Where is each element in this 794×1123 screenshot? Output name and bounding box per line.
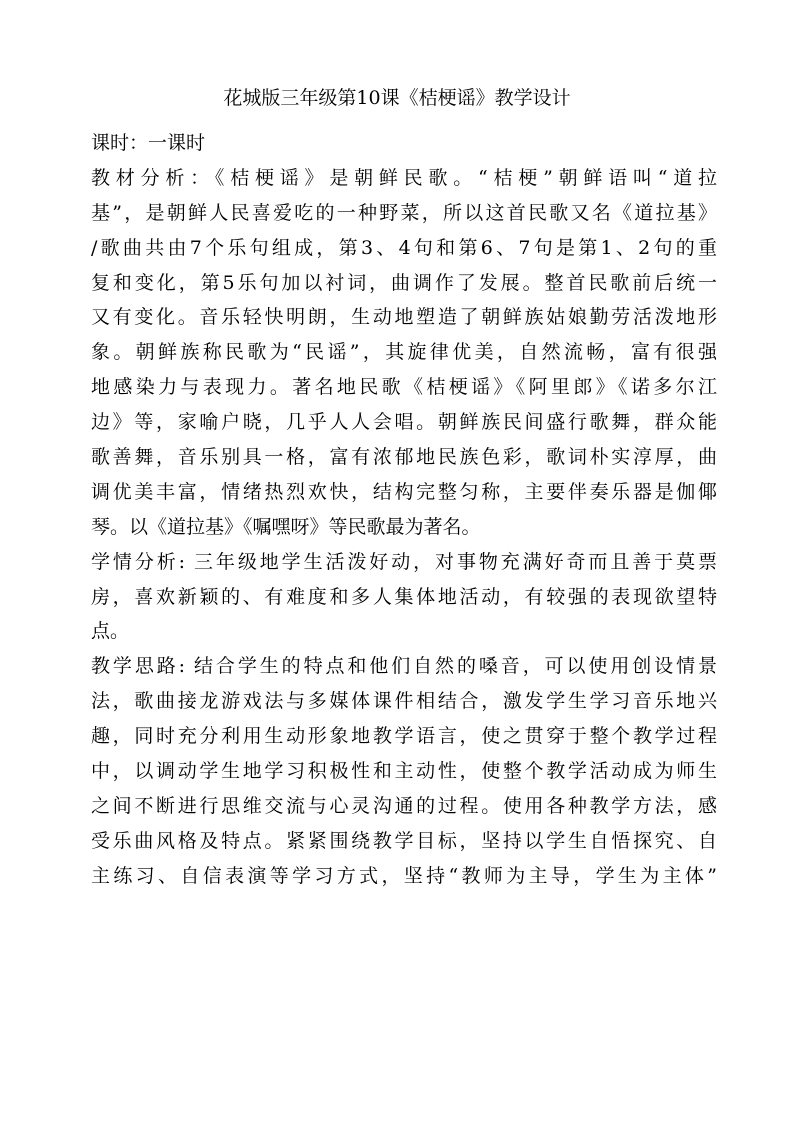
text-line: 中，以调动学生地学习积极性和主动性，使整个教学活动成为师生 bbox=[91, 760, 717, 783]
section-teaching-approach bbox=[91, 649, 717, 893]
text-line: 课时：一课时 bbox=[91, 132, 206, 154]
text-line: 教学思路: 结合学生的特点和他们自然的嗓音，可以使用创设情景 bbox=[91, 655, 717, 678]
text-line: /歌曲共由7个乐句组成，第3、4句和第6、7句是第1、2句的重 bbox=[91, 236, 717, 259]
text-line: 趣，同时充分利用生动形象地教学语言，使之贯穿于整个教学过程 bbox=[91, 725, 717, 748]
section-material-analysis bbox=[91, 161, 717, 545]
text-line: 歌善舞，音乐别具一格，富有浓郁地民族色彩，歌词朴实淳厚，曲 bbox=[91, 446, 717, 469]
text-line: 学情分析: 三年级地学生活泼好动，对事物充满好奇而且善于莫票 bbox=[91, 550, 717, 573]
text-line: 之间不断进行思维交流与心灵沟通的过程。使用各种教学方法，感 bbox=[91, 794, 717, 817]
document-body bbox=[91, 126, 717, 894]
text-line: 点。 bbox=[91, 620, 130, 643]
section-class-hours bbox=[91, 126, 717, 161]
text-line: 主练习、自信表演等学习方式，坚持“教师为主导，学生为主体” bbox=[91, 864, 717, 887]
text-line: 房，喜欢新颖的、有难度和多人集体地活动，有较强的表现欲望特 bbox=[91, 585, 717, 608]
text-line: 调优美丰富，情绪热烈欢快，结构完整匀称，主要伴奏乐器是伽倻 bbox=[91, 480, 717, 503]
text-line: 基”，是朝鲜人民喜爱吃的一种野菜，所以这首民歌又名《道拉基》 bbox=[91, 201, 717, 224]
text-line: 又有变化。音乐轻快明朗，生动地塑造了朝鲜族姑娘勤劳活泼地形 bbox=[91, 306, 717, 329]
text-line: 地感染力与表现力。著名地民歌《桔梗谣》《阿里郎》《诺多尔江 bbox=[91, 376, 717, 399]
text-line: 象。朝鲜族称民歌为“民谣”，其旋律优美，自然流畅，富有很强 bbox=[91, 341, 717, 364]
text-line: 琴。以《道拉基》《嘱嘿呀》等民歌最为著名。 bbox=[91, 515, 481, 538]
text-line: 边》等，家喻户晓，几乎人人会唱。朝鲜族民间盛行歌舞，群众能 bbox=[91, 411, 717, 434]
text-line: 教材分析：《桔梗谣》是朝鲜民歌。“桔梗”朝鲜语叫“道拉 bbox=[91, 166, 717, 189]
text-line: 法，歌曲接龙游戏法与多媒体课件相结合，激发学生学习音乐地兴 bbox=[91, 690, 717, 713]
section-learner-analysis bbox=[91, 545, 717, 650]
text-line: 受乐曲风格及特点。紧紧围绕教学目标，坚持以学生自悟探究、自 bbox=[91, 829, 717, 852]
document-title: 花城版三年级第10课《桔梗谣》教学设计 bbox=[223, 87, 571, 109]
text-line: 复和变化，第5乐句加以衬词，曲调作了发展。整首民歌前后统一 bbox=[91, 271, 717, 294]
